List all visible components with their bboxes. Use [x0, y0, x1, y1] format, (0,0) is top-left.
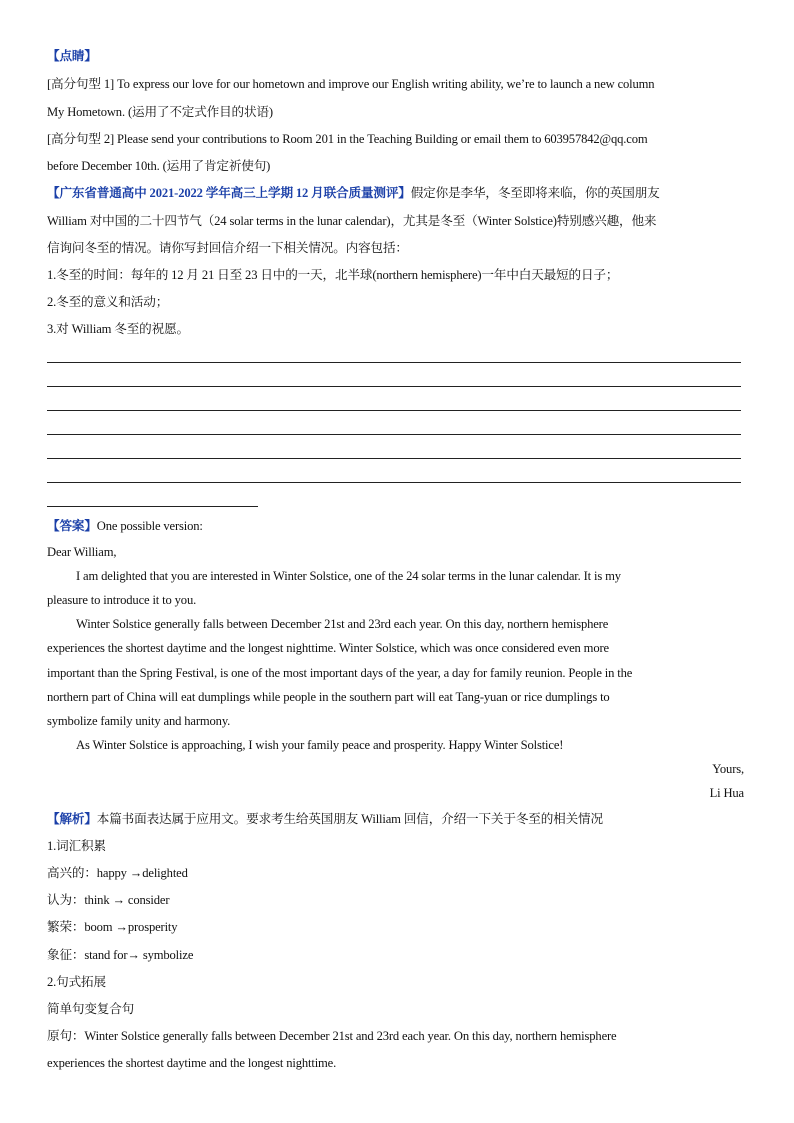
letter-p2-line4: northern part of China will eat dumplings while people in the southern part will eat Tang-yuan or rice dumplings to	[47, 690, 610, 704]
letter-signature: Li Hua	[709, 786, 744, 800]
question-line2: William 对中国的二十四节气（24 solar terms in the lunar calendar)，尤其是冬至（Winter Solstice)特别感兴趣，他来	[47, 214, 657, 228]
vocab-item: 高兴的：happy →delighted	[47, 866, 188, 880]
letter-p2-line3: important than the Spring Festival, is one of the most important days of the year, a day for family reunion. People in the	[47, 666, 633, 680]
writing-line	[47, 410, 741, 411]
writing-line	[47, 482, 741, 483]
analysis-heading	[47, 811, 747, 827]
sentence1-line2: My Hometown. (运用了不定式作目的状语)	[47, 105, 273, 119]
question-source: 【广东省普通高中 2021-2022 学年高三上学期 12 月联合质量测评】	[47, 186, 411, 200]
letter-p2-line2: experiences the shortest daytime and the longest nighttime. Winter Solstice, which was once considered even more	[47, 641, 609, 655]
answer-tag: 【答案】	[47, 519, 97, 533]
letter-p2-line1: Winter Solstice generally falls between December 21st and 23rd each year. On this day, northern hemisphere	[76, 617, 609, 631]
letter-salutation: Dear William,	[47, 545, 117, 559]
original-sentence-line2: experiences the shortest daytime and the longest nighttime.	[47, 1056, 337, 1070]
writing-line-short	[47, 506, 258, 507]
analysis-intro: 本篇书面表达属于应用文。要求考生给英国朋友 William 回信，介绍一下关于冬至的相关情况	[96, 812, 603, 826]
writing-line	[47, 434, 741, 435]
question-point3: 3.对 William 冬至的祝愿。	[47, 322, 189, 336]
question-point1: 1.冬至的时间：每年的 12 月 21 日至 23 日中的一天，北半球(northern hemisphere)一年中白天最短的日子；	[47, 268, 619, 282]
writing-line	[47, 386, 741, 387]
original-sentence-line1: 原句：Winter Solstice generally falls between December 21st and 23rd each year. On this day, northern hemisphere	[47, 1029, 617, 1043]
vocab-item: 象征：stand for→ symbolize	[47, 948, 194, 962]
letter-p3-line1: As Winter Solstice is approaching, I wish your family peace and prosperity. Happy Winter Solstice!	[76, 738, 564, 752]
analysis-tag: 【解析】	[47, 812, 97, 826]
question-line1	[47, 185, 747, 201]
vocab-item: 繁荣：boom →prosperity	[47, 920, 178, 934]
dianjing-title: 点睛	[59, 49, 85, 63]
sentence2-line2: before December 10th. (运用了肯定祈使句)	[47, 159, 271, 173]
letter-p1-line2: pleasure to introduce it to you.	[47, 593, 197, 607]
question-line3: 信询问冬至的情况。请你写封回信介绍一下相关情况。内容包括：	[47, 241, 408, 255]
analysis-subsection: 简单句变复合句	[47, 1002, 135, 1016]
bracket: 【	[47, 49, 60, 63]
analysis-section1: 1.词汇积累	[47, 839, 106, 853]
question-point2: 2.冬至的意义和活动；	[47, 295, 169, 309]
writing-line	[47, 362, 741, 363]
question-prompt: 假定你是李华，冬至即将来临，你的英国朋友	[410, 186, 660, 200]
analysis-section2: 2.句式拓展	[47, 975, 106, 989]
dianjing-heading	[47, 48, 747, 64]
writing-line	[47, 458, 741, 459]
answer-intro: One possible version:	[96, 519, 203, 533]
bracket: 】	[84, 49, 97, 63]
answer-heading	[47, 518, 747, 534]
sentence2-line1: [高分句型 2] Please send your contributions to Room 201 in the Teaching Building or email them to 603957842@qq.com	[47, 132, 648, 146]
sentence1-line1: [高分句型 1] To express our love for our hometown and improve our English writing ability, we’re to launch a new column	[47, 77, 655, 91]
letter-p1-line1: I am delighted that you are interested in Winter Solstice, one of the 24 solar terms in the lunar calendar. It is my	[76, 569, 621, 583]
letter-closing: Yours,	[712, 762, 744, 776]
vocab-item: 认为：think → consider	[47, 893, 170, 907]
letter-p2-line5: symbolize family unity and harmony.	[47, 714, 231, 728]
